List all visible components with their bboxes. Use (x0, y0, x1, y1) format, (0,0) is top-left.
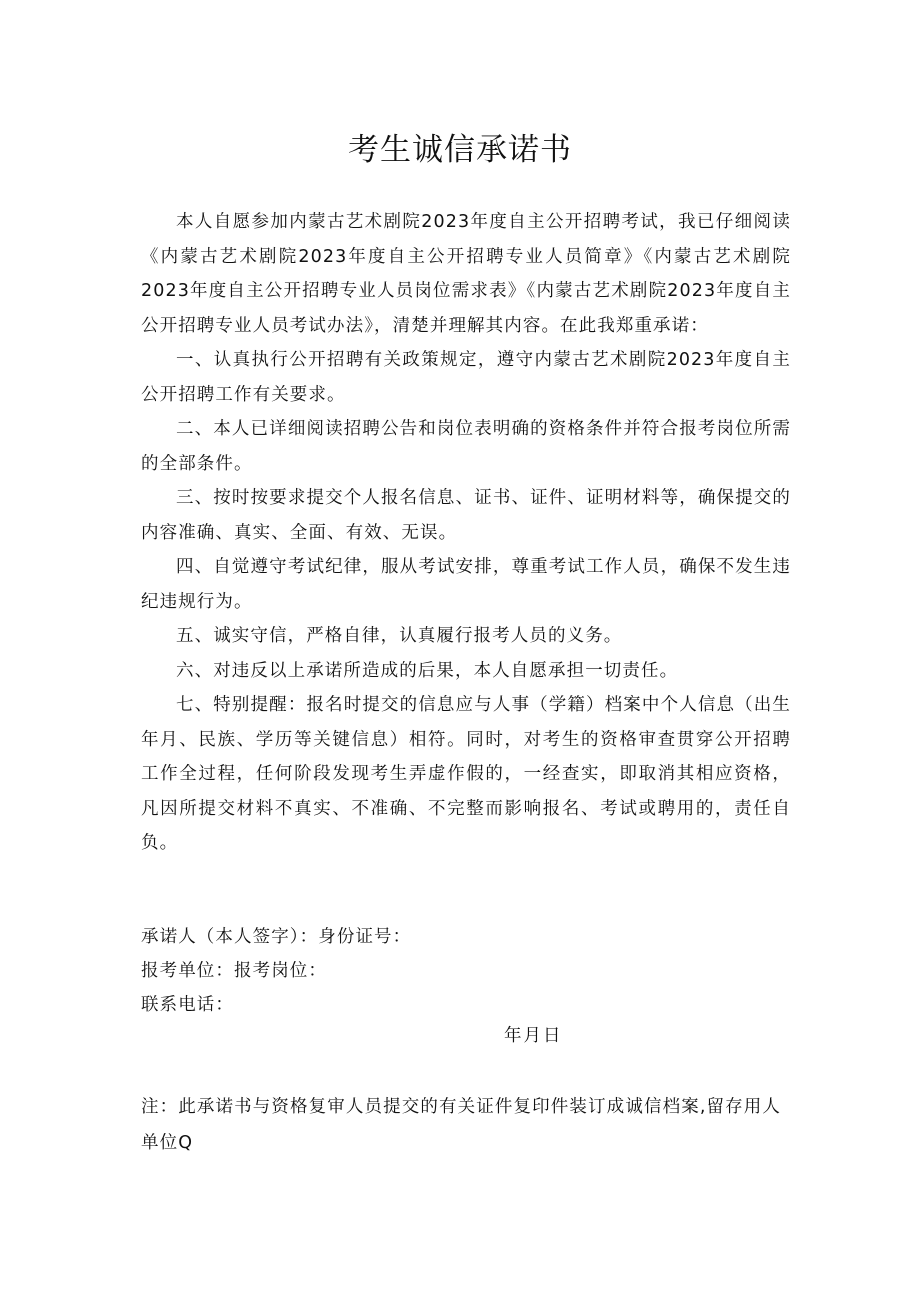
footnote: 注：此承诺书与资格复审人员提交的有关证件复印件装订成诚信档案,留存用人单位Q (141, 1097, 781, 1153)
commitment-item-7: 七、特别提醒：报名时提交的信息应与人事（学籍）档案中个人信息（出生年月、民族、学历等关键信息）相符。同时，对考生的资格审查贯穿公开招聘工作全过程，任何阶段发现考生弄虚作假的，一经查实，即取消其相应资格，凡因所提交材料不真实、不准确、不完整而影响报名、考试或聘用的，责任自负。 (141, 695, 791, 853)
commitment-item-1: 一、认真执行公开招聘有关政策规定，遵守内蒙古艺术剧院2023年度自主公开招聘工作有关要求。 (141, 350, 791, 405)
intro-paragraph: 本人自愿参加内蒙古艺术剧院2023年度自主公开招聘考试，我已仔细阅读《内蒙古艺术剧院2023年度自主公开招聘专业人员简章》《内蒙古艺术剧院2023年度自主公开招聘专业人员岗位需求表》《内蒙古艺术剧院2023年度自主公开招聘专业人员考试办法》，清楚并理解其内容。在此我郑重承诺： (141, 212, 791, 336)
commitment-item-4: 四、自觉遵守考试纪律，服从考试安排，尊重考试工作人员，确保不发生违纪违规行为。 (141, 557, 791, 612)
unit-position-line: 报考单位：报考岗位： (141, 961, 327, 981)
commitment-body (141, 205, 791, 861)
commitment-item-6: 六、对违反以上承诺所造成的后果，本人自愿承担一切责任。 (176, 660, 679, 681)
commitment-item-2: 二、本人已详细阅读招聘公告和岗位表明确的资格条件并符合报考岗位所需的全部条件。 (141, 419, 791, 474)
commitment-item-5: 五、诚实守信，严格自律，认真履行报考人员的义务。 (176, 626, 623, 646)
date-line: 年月日 (504, 1026, 563, 1046)
signer-id-line: 承诺人（本人签字）：身份证号： (141, 927, 412, 947)
phone-line: 联系电话： (141, 995, 234, 1015)
commitment-item-3: 三、按时按要求提交个人报名信息、证书、证件、证明材料等，确保提交的内容准确、真实、全面、有效、无误。 (141, 488, 791, 543)
signature-fields (141, 920, 411, 1022)
document-title: 考生诚信承诺书 (348, 132, 572, 168)
